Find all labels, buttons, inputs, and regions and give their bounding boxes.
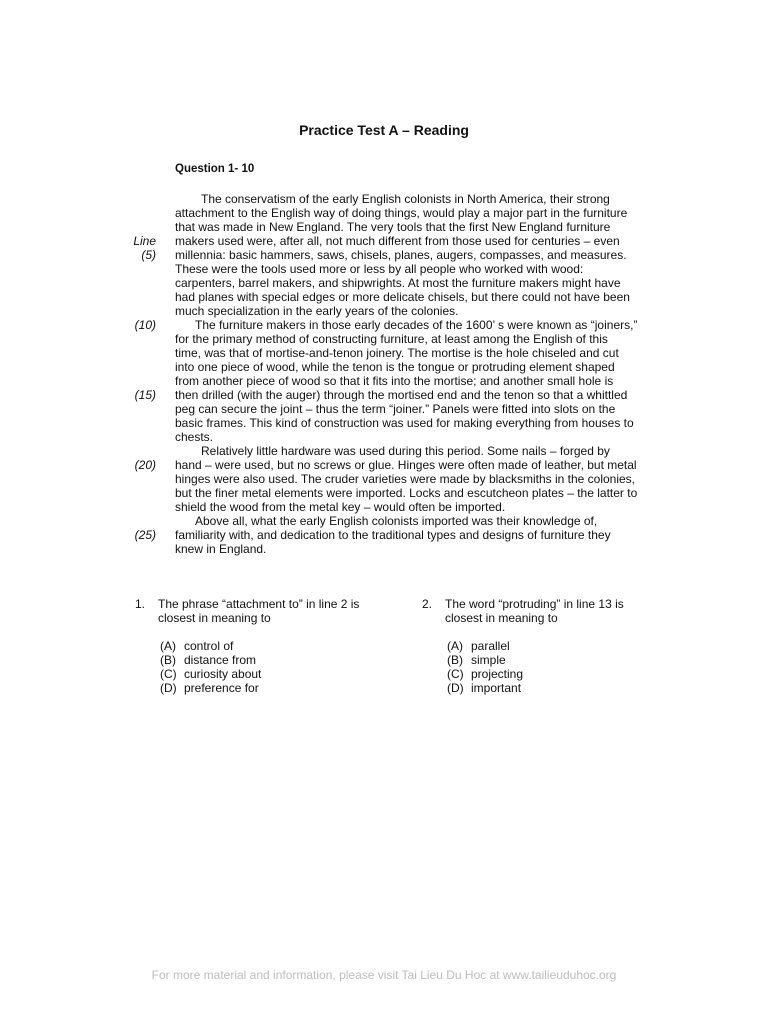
passage-line: The furniture makers in those early decades of the 1600’ s were known as “joiners,”: [195, 318, 638, 332]
passage-line: much specialization in the early years of the colonies.: [175, 304, 459, 318]
passage-line: carpenters, barrel makers, and shipwrights. At most the furniture makers might have: [175, 276, 621, 290]
passage-line: basic frames. This kind of construction was used for making everything from houses to: [175, 416, 634, 430]
passage-line: Relatively little hardware was used during this period. Some nails – forged by: [201, 444, 610, 458]
option-letter: (C): [447, 667, 464, 681]
question-number: 2.: [422, 597, 433, 611]
footer-source-note: For more material and information, please visit Tai Lieu Du Hoc at www.tailieuduhoc.org: [151, 968, 617, 982]
option-text: distance from: [184, 653, 257, 667]
question-stem-line: closest in meaning to: [158, 611, 271, 625]
answer-options: [160, 639, 261, 695]
option-letter: (B): [447, 653, 463, 667]
line-number-5: (5): [141, 248, 156, 262]
passage-line: shield the wood from the metal key – would often be imported.: [175, 500, 506, 514]
line-number-10: (10): [134, 318, 156, 332]
passage-line: from another piece of wood so that it fits into the mortise; and another small hole is: [175, 374, 614, 388]
line-number-20: (20): [134, 458, 156, 472]
answer-options: [447, 639, 523, 695]
question-stem-line: The phrase “attachment to” in line 2 is: [158, 597, 360, 611]
page-title: Practice Test A – Reading: [299, 122, 469, 138]
option-letter: (B): [160, 653, 176, 667]
passage-line: millennia: basic hammers, saws, chisels, planes, augers, compasses, and measures.: [175, 248, 627, 262]
option-letter: (D): [160, 681, 177, 695]
answer-option-a[interactable]: [447, 639, 523, 653]
question-number: 1.: [135, 597, 146, 611]
option-text: simple: [471, 653, 506, 667]
option-text: parallel: [471, 639, 510, 653]
passage-line: attachment to the English way of doing things, would play a major part in the furniture: [175, 206, 628, 220]
question-stem: [158, 597, 359, 625]
passage-line: knew in England.: [175, 542, 267, 556]
passage-line: Above all, what the early English colonists imported was their knowledge of,: [195, 514, 598, 528]
option-letter: (C): [160, 667, 177, 681]
passage-line: chests.: [175, 430, 214, 444]
question-stem: [445, 597, 624, 625]
passage-line: time, was that of mortise-and-tenon joinery. The mortise is the hole chiseled and cut: [175, 346, 619, 360]
answer-option-d[interactable]: [447, 681, 523, 695]
option-text: control of: [184, 639, 234, 653]
passage-line: into one piece of wood, while the tenon is the tongue or protruding element shaped: [175, 360, 615, 374]
option-text: projecting: [471, 667, 524, 681]
question-stem-line: closest in meaning to: [445, 611, 558, 625]
answer-option-b[interactable]: [447, 653, 523, 667]
option-text: important: [471, 681, 522, 695]
passage-line: hand – were used, but no screws or glue. Hinges were often made of leather, but metal: [175, 458, 637, 472]
option-letter: (D): [447, 681, 464, 695]
option-letter: (A): [160, 639, 176, 653]
passage-line: for the primary method of constructing furniture, at least among the English of this: [175, 332, 608, 346]
passage-line: makers used were, after all, not much different from those used for centuries – even: [175, 234, 620, 248]
line-number-15: (15): [134, 388, 156, 402]
question-range-heading: Question 1- 10: [175, 163, 255, 175]
passage-line: These were the tools used more or less by all people who worked with wood:: [175, 262, 584, 276]
question-stem-line: The word “protruding” in line 13 is: [445, 597, 624, 611]
answer-option-a[interactable]: [160, 639, 261, 653]
passage-line: had planes with special edges or more delicate chisels, but there could not have been: [175, 290, 630, 304]
line-number-label: Line: [133, 234, 156, 248]
answer-option-c[interactable]: [160, 667, 261, 681]
line-number-25: (25): [134, 528, 156, 542]
passage-line: familiarity with, and dedication to the traditional types and designs of furniture they: [175, 528, 611, 542]
passage-line: hinges were also used. The cruder varieties were made by blacksmiths in the colonies,: [175, 472, 636, 486]
option-letter: (A): [447, 639, 463, 653]
option-text: preference for: [184, 681, 259, 695]
answer-option-c[interactable]: [447, 667, 523, 681]
passage-line: The conservatism of the early English colonists in North America, their strong: [201, 192, 610, 206]
passage-line: peg can secure the joint – thus the term “joiner.” Panels were fitted into slots on the: [175, 402, 616, 416]
passage-line: then drilled (with the auger) through the mortised end and the tenon so that a whittled: [175, 388, 628, 402]
answer-option-b[interactable]: [160, 653, 261, 667]
passage-line: but the finer metal elements were imported. Locks and escutcheon plates – the latter to: [175, 486, 638, 500]
answer-option-d[interactable]: [160, 681, 261, 695]
passage-line: that was made in New England. The very tools that the first New England furniture: [175, 220, 611, 234]
option-text: curiosity about: [184, 667, 262, 681]
